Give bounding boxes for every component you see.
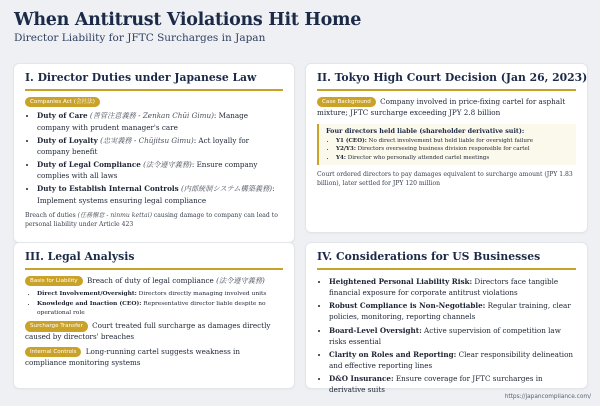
page-subtitle: Director Liability for JFTC Surcharges in Japan <box>14 32 266 44</box>
surcharge-tag: Surcharge Transfer <box>25 321 88 331</box>
list-item: • Duty of Care (善管注意義務 - Zenkan Chūi Gimu): Manage company with prudent manager's care <box>37 110 283 132</box>
card-title: III. Legal Analysis <box>25 250 135 263</box>
list-item: • Duty to Establish Internal Controls (内部統制システム構築義務): Implement systems ensuring legal compliance <box>37 183 283 205</box>
list-item: • Direct Involvement/Oversight: Directors directly managing involved units <box>37 290 283 299</box>
title-underline <box>317 268 576 270</box>
page-title: When Antitrust Violations Hit Home <box>14 10 362 30</box>
basis-for-liability: Basis for Liability Breach of duty of legal compliance (法令遵守義務) <box>25 276 283 287</box>
title-underline <box>25 268 283 270</box>
internal-controls: Internal Controls Long-running cartel suggests weakness in compliance monitoring systems <box>25 346 240 367</box>
title-underline <box>317 89 576 91</box>
card-director-duties <box>14 64 294 242</box>
list-item: • Duty of Loyalty (忠実義務 - Chūjitsu Gimu): Act loyally for company benefit <box>37 135 283 157</box>
list-item: • Board-Level Oversight: Active supervision of competition law risks essential <box>329 325 576 347</box>
list-item: • Clarity on Roles and Reporting: Clear responsibility delineation and effective reporting lines <box>329 349 576 371</box>
internal-controls-tag: Internal Controls <box>25 347 81 357</box>
card-legal-analysis <box>14 243 294 388</box>
liability-sub-list <box>25 290 283 318</box>
list-item: • D&O Insurance: Ensure coverage for JFTC surcharges in derivative suits <box>329 373 576 395</box>
list-item: • Heightened Personal Liability Risk: Directors face tangible financial exposure for corporate antitrust violations <box>329 276 576 298</box>
list-item: • Robust Compliance is Non-Negotiable: Regular training, clear policies, monitoring, reporting channels <box>329 300 576 322</box>
list-item: • Y4: Director who personally attended cartel meetings <box>336 154 570 162</box>
case-background: Case Background Company involved in price-fixing cartel for asphalt mixture; JFTC surcharge exceeding JPY 2.8 billion <box>317 97 566 117</box>
directors-list <box>326 137 570 162</box>
breach-note: Breach of duties (任務懈怠 - ninmu kettai) causing damage to company can lead to personal liability under Article 423 <box>25 211 278 228</box>
surcharge-transfer: Surcharge Transfer Court treated full surcharge as damages directly caused by directors' breaches <box>25 321 271 342</box>
list-item: • Y1 (CEO): No direct involvement but held liable for oversight failure <box>336 137 570 145</box>
page-header <box>14 10 361 44</box>
basis-tag: Basis for Liability <box>25 276 83 286</box>
list-item: • Knowledge and Inaction (CEO): Representative director liable despite no operational role <box>37 300 283 318</box>
card-title: IV. Considerations for US Businesses <box>317 250 541 263</box>
liable-directors-callout: Four directors held liable (shareholder derivative suit): • Y1 (CEO): No direct involvement but held liable for oversight failure • Y2/Y3: Directors overseeing business division responsible for cartel • Y4: Director who personally attended cartel meetings <box>317 124 576 165</box>
card-us-considerations <box>306 243 587 395</box>
duties-list <box>25 110 283 205</box>
companies-act-tag: Companies Act (会社法) <box>25 97 100 107</box>
card-title: II. Tokyo High Court Decision (Jan 26, 2023) <box>317 71 588 84</box>
title-underline <box>25 89 283 91</box>
considerations-list <box>317 276 576 396</box>
case-background-tag: Case Background <box>317 97 376 107</box>
card-court-decision <box>306 64 587 232</box>
court-order-note: Court ordered directors to pay damages equivalent to surcharge amount (JPY 1.83 billion), later settled for JPY 120 million <box>317 171 573 188</box>
card-title: I. Director Duties under Japanese Law <box>25 71 257 84</box>
list-item: • Y2/Y3: Directors overseeing business division responsible for cartel <box>336 145 570 153</box>
list-item: • Duty of Legal Compliance (法令遵守義務): Ensure company complies with all laws <box>37 159 283 181</box>
source-url[interactable]: https://japancompliance.com/ <box>504 394 591 400</box>
